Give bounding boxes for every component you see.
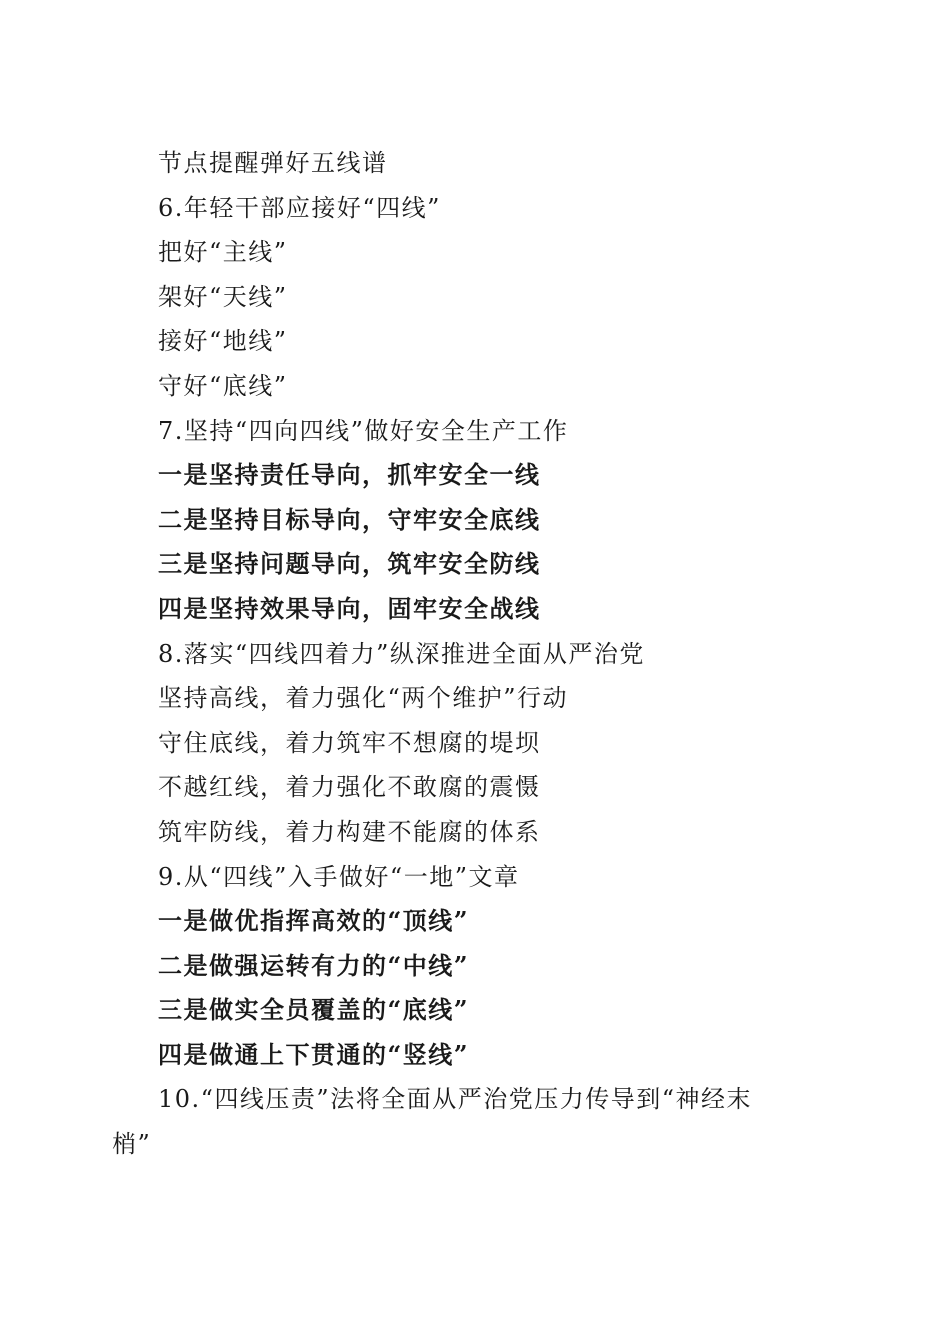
text-line: 接好“地线” <box>158 327 288 356</box>
bold-text-line: 二是做强运转有力的“中线” <box>158 950 470 980</box>
document-body <box>112 141 832 1167</box>
text-line: 守好“底线” <box>158 371 288 400</box>
heading-10-line-1: 10.“四线压责”法将全面从严治党压力传导到“神经末 <box>158 1085 752 1114</box>
text-line: 坚持高线，着力强化“两个维护”行动 <box>158 684 569 713</box>
heading-9: 9.从“四线”入手做好“一地”文章 <box>158 862 520 891</box>
text-line: 把好“主线” <box>158 238 288 267</box>
bold-text-line: 四是坚持效果导向，固牢安全战线 <box>158 593 541 623</box>
heading-10-line-2: 梢” <box>112 1130 152 1159</box>
bold-text-line: 二是坚持目标导向，守牢安全底线 <box>158 504 541 534</box>
bold-text-line: 一是做优指挥高效的“顶线” <box>158 906 470 936</box>
bold-text-line: 四是做通上下贯通的“竖线” <box>158 1039 470 1069</box>
heading-8: 8.落实“四线四着力”纵深推进全面从严治党 <box>158 639 645 668</box>
bold-text-line: 三是坚持问题导向，筑牢安全防线 <box>158 549 541 579</box>
text-line: 架好“天线” <box>158 282 288 311</box>
heading-7: 7.坚持“四向四线”做好安全生产工作 <box>158 416 569 445</box>
text-line: 不越红线，着力强化不敢腐的震慑 <box>158 773 541 802</box>
bold-text-line: 一是坚持责任导向，抓牢安全一线 <box>158 460 541 490</box>
text-line: 节点提醒弹好五线谱 <box>158 149 388 177</box>
heading-10 <box>112 1077 832 1166</box>
heading-6: 6.年轻干部应接好“四线” <box>158 193 441 222</box>
text-line: 筑牢防线，着力构建不能腐的体系 <box>158 817 541 846</box>
text-line: 守住底线，着力筑牢不想腐的堤坝 <box>158 728 541 757</box>
bold-text-line: 三是做实全员覆盖的“底线” <box>158 995 470 1025</box>
